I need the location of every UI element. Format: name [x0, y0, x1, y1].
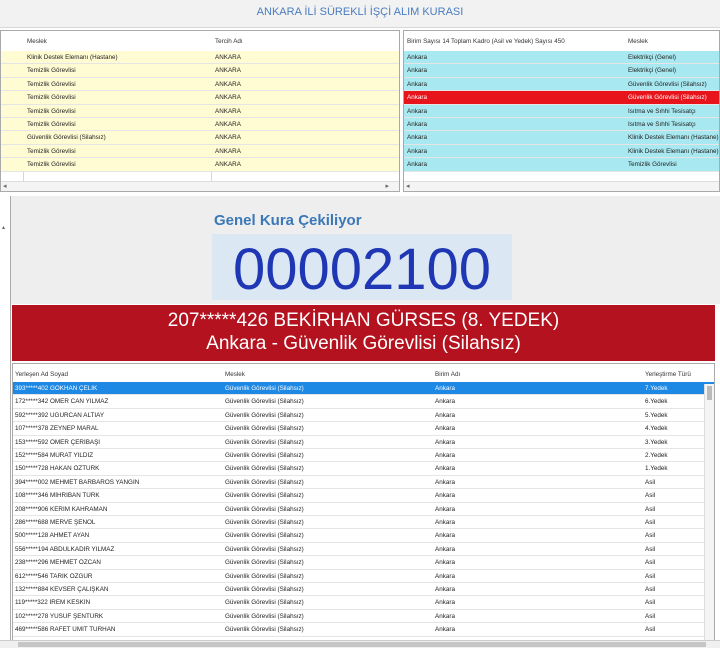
scroll-left-icon[interactable]: ◂: [3, 183, 7, 190]
table-cell: 150*****728 HAKAN ÖZTÜRK: [15, 465, 100, 473]
scroll-up-icon[interactable]: ▴: [2, 225, 6, 231]
table-cell: Ankara: [435, 612, 455, 620]
table-cell: 152*****584 MURAT YILDIZ: [15, 452, 94, 459]
table-cell: Ankara: [435, 478, 455, 486]
table-cell: 556*****194 ABDULKADİR YILMAZ: [15, 545, 115, 553]
side-scrollbar[interactable]: [0, 196, 11, 648]
table-cell: Asil: [645, 545, 656, 553]
table-cell: Ankara: [407, 107, 427, 115]
table-cell: 3.Yedek: [645, 438, 668, 446]
horizontal-scrollbar[interactable]: [404, 181, 719, 191]
table-cell: Elektrikçi (Genel): [628, 67, 676, 75]
table-cell: Isıtma ve Sıhhi Tesisatçı: [628, 121, 696, 128]
table-row[interactable]: [1, 51, 399, 64]
table-cell: ANKARA: [215, 94, 241, 102]
table-cell: Güvenlik Görevlisi (Silahsız): [225, 465, 304, 473]
table-cell: ANKARA: [215, 80, 241, 88]
table-row[interactable]: [1, 118, 399, 131]
table-row[interactable]: [13, 476, 714, 489]
table-row[interactable]: [13, 422, 714, 435]
table-cell: Ankara: [435, 545, 455, 553]
scroll-right-icon[interactable]: ▸: [385, 183, 389, 190]
table-row[interactable]: [13, 382, 714, 395]
table-row[interactable]: [13, 570, 714, 583]
table-row[interactable]: [404, 105, 719, 118]
table-cell: Ankara: [435, 385, 455, 392]
table-cell: 6.Yedek: [645, 398, 668, 406]
column-header-tercih-adi[interactable]: Tercih Adı: [215, 38, 243, 45]
table-cell: Güvenlik Görevlisi (Silahsız): [225, 612, 304, 620]
table-cell: Ankara: [435, 559, 455, 567]
winner-position: Ankara - Güvenlik Görevlisi (Silahsız): [206, 333, 521, 354]
table-cell: Güvenlik Görevlisi (Silahsız): [225, 519, 304, 526]
column-header-birim-sayisi[interactable]: Birim Sayısı 14 Toplam Kadro (Asil ve Yedek) Sayısı 450: [407, 38, 565, 45]
table-cell: 5.Yedek: [645, 411, 668, 419]
table-cell: Asil: [645, 626, 656, 634]
draw-status: Genel Kura Çekiliyor: [214, 212, 362, 229]
table-cell: Güvenlik Görevlisi (Silahsız): [628, 94, 707, 102]
table-row[interactable]: [13, 436, 714, 449]
table-row[interactable]: [404, 78, 719, 91]
table-row[interactable]: [13, 516, 714, 529]
placements-grid[interactable]: [12, 363, 715, 648]
title-bar: [0, 0, 720, 28]
table-cell: 153*****592 ÖMER ÇERİBAŞI: [15, 438, 101, 446]
table-cell: Güvenlik Görevlisi (Silahsız): [225, 438, 304, 446]
table-cell: 7.Yedek: [645, 385, 668, 392]
table-cell: Temizlik Görevlisi: [27, 121, 76, 128]
table-cell: Güvenlik Görevlisi (Silahsız): [225, 452, 304, 459]
column-header-ad-soyad[interactable]: Yerleşen Ad Soyad: [15, 371, 68, 378]
table-row[interactable]: [1, 145, 399, 158]
table-cell: Asil: [645, 492, 656, 500]
right-grid-header: [404, 31, 719, 51]
placements-grid-header: [13, 364, 714, 384]
table-cell: Klinik Destek Elemanı (Hastane): [27, 54, 118, 61]
table-row[interactable]: [13, 409, 714, 422]
table-cell: Asil: [645, 505, 656, 513]
column-header-meslek[interactable]: Meslek: [628, 38, 648, 45]
table-cell: Ankara: [435, 411, 455, 419]
scrollbar-thumb[interactable]: [707, 386, 712, 400]
table-cell: 4.Yedek: [645, 425, 668, 433]
table-row[interactable]: [13, 462, 714, 475]
column-header-yerlestirme-turu[interactable]: Yerleştirme Türü: [645, 371, 691, 378]
table-cell: Asil: [645, 478, 656, 486]
table-cell: 2.Yedek: [645, 452, 668, 459]
table-row[interactable]: [1, 91, 399, 104]
table-cell: 108*****346 MİHRİBAN TÜRK: [15, 492, 100, 500]
table-cell: Temizlik Görevlisi: [628, 161, 677, 169]
table-cell: 592*****392 UĞURCAN ALTIAY: [15, 411, 105, 419]
table-cell: Ankara: [407, 134, 427, 142]
table-cell: Elektrikçi (Genel): [628, 54, 676, 61]
table-cell: 107*****378 ZEYNEP MARAL: [15, 425, 99, 433]
table-row[interactable]: [13, 583, 714, 596]
table-row[interactable]: [404, 158, 719, 171]
table-cell: Ankara: [407, 80, 427, 88]
table-cell: ANKARA: [215, 161, 241, 169]
table-cell: Güvenlik Görevlisi (Silahsız): [225, 492, 304, 500]
table-cell: 238*****296 MEHMET ÖZCAN: [15, 559, 101, 567]
table-row[interactable]: [1, 158, 399, 171]
table-row[interactable]: [13, 449, 714, 462]
table-cell: Güvenlik Görevlisi (Silahsız): [628, 80, 707, 88]
table-cell: 208*****906 KERİM KAHRAMAN: [15, 505, 108, 513]
table-cell: ANKARA: [215, 54, 241, 61]
table-row[interactable]: [13, 543, 714, 556]
table-cell: Temizlik Görevlisi: [27, 67, 76, 75]
table-cell: Asil: [645, 559, 656, 567]
table-row[interactable]: [404, 145, 719, 158]
table-cell: Ankara: [407, 67, 427, 75]
table-cell: Ankara: [407, 147, 427, 155]
table-cell: 469*****586 RAFET ÜMİT TURHAN: [15, 626, 116, 634]
table-cell: Asil: [645, 519, 656, 526]
table-row[interactable]: [404, 118, 719, 131]
table-cell: ANKARA: [215, 121, 241, 128]
table-cell: Isıtma ve Sıhhi Tesisatçı: [628, 107, 696, 115]
table-cell: Ankara: [435, 465, 455, 473]
table-cell: 393*****402 GÖKHAN ÇELİK: [15, 385, 98, 392]
table-cell: ANKARA: [215, 107, 241, 115]
table-cell: Temizlik Görevlisi: [27, 80, 76, 88]
vertical-scrollbar[interactable]: [704, 384, 714, 647]
left-grid[interactable]: [0, 30, 400, 192]
table-cell: Ankara: [407, 94, 427, 102]
table-cell: 394*****002 MEHMET BARBAROS YANGIN: [15, 478, 140, 486]
table-cell: ANKARA: [215, 147, 241, 155]
draw-number: 00002100: [232, 237, 492, 302]
table-row[interactable]: [13, 395, 714, 408]
table-cell: Temizlik Görevlisi: [27, 107, 76, 115]
draw-number-box: [212, 234, 512, 300]
table-row[interactable]: [13, 623, 714, 636]
table-cell: Ankara: [407, 161, 427, 169]
table-cell: 612*****546 TARIK ÖZGÜR: [15, 572, 93, 580]
table-cell: Ankara: [435, 532, 455, 540]
table-cell: Güvenlik Görevlisi (Silahsız): [225, 586, 304, 593]
table-cell: Güvenlik Görevlisi (Silahsız): [225, 385, 304, 392]
table-cell: Ankara: [435, 438, 455, 446]
table-cell: Asil: [645, 572, 656, 580]
table-row[interactable]: [1, 131, 399, 144]
table-row[interactable]: [404, 91, 719, 104]
table-cell: Ankara: [407, 121, 427, 128]
table-row[interactable]: [13, 596, 714, 609]
scroll-left-icon[interactable]: ◂: [406, 183, 410, 190]
table-row[interactable]: [1, 105, 399, 118]
table-cell: 286*****688 MERVE ŞENOL: [15, 519, 96, 526]
table-cell: Asil: [645, 612, 656, 620]
table-row[interactable]: [1, 78, 399, 91]
table-cell: 1.Yedek: [645, 465, 668, 473]
table-cell: Güvenlik Görevlisi (Silahsız): [225, 398, 304, 406]
table-cell: Güvenlik Görevlisi (Silahsız): [225, 626, 304, 634]
table-cell: ANKARA: [215, 67, 241, 75]
table-cell: Ankara: [435, 398, 455, 406]
table-row[interactable]: [13, 610, 714, 623]
table-cell: Ankara: [435, 586, 455, 593]
app-title: ANKARA İLİ SÜREKLİ İŞÇİ ALIM KURASI: [256, 6, 464, 18]
table-row[interactable]: [13, 489, 714, 502]
table-row[interactable]: [13, 556, 714, 569]
table-cell: 172*****342 ÖMER CAN YILMAZ: [15, 398, 109, 406]
table-row[interactable]: [404, 51, 719, 64]
table-cell: Temizlik Görevlisi: [27, 94, 76, 102]
table-cell: Klinik Destek Elemanı (Hastane): [628, 134, 719, 142]
table-cell: Ankara: [435, 626, 455, 634]
table-cell: Ankara: [435, 425, 455, 433]
table-cell: Temizlik Görevlisi: [27, 161, 76, 169]
table-cell: Ankara: [435, 492, 455, 500]
table-cell: Güvenlik Görevlisi (Silahsız): [27, 134, 106, 142]
table-cell: 102*****278 YUSUF ŞENTÜRK: [15, 612, 104, 620]
table-row[interactable]: [13, 503, 714, 516]
table-cell: Ankara: [435, 599, 455, 607]
table-cell: Güvenlik Görevlisi (Silahsız): [225, 572, 304, 580]
table-cell: 500*****128 AHMET AYAN: [15, 532, 90, 540]
column-header-meslek[interactable]: Meslek: [225, 371, 245, 378]
table-cell: Ankara: [435, 452, 455, 459]
right-grid[interactable]: [403, 30, 720, 192]
table-cell: Asil: [645, 586, 656, 593]
table-cell: 132*****884 KEVSER ÇALIŞKAN: [15, 586, 109, 593]
table-cell: Klinik Destek Elemanı (Hastane): [628, 147, 719, 155]
table-cell: Güvenlik Görevlisi (Silahsız): [225, 532, 304, 540]
table-cell: Güvenlik Görevlisi (Silahsız): [225, 411, 304, 419]
table-cell: Asil: [645, 599, 656, 607]
table-row[interactable]: [404, 64, 719, 77]
horizontal-scrollbar[interactable]: [1, 181, 399, 191]
table-cell: Güvenlik Görevlisi (Silahsız): [225, 478, 304, 486]
table-cell: Ankara: [407, 54, 427, 61]
table-cell: Ankara: [435, 572, 455, 580]
winner-banner: [12, 305, 715, 361]
column-header-birim-adi[interactable]: Birim Adı: [435, 371, 461, 378]
table-cell: ANKARA: [215, 134, 241, 142]
winner-name: 207*****426 BEKİRHAN GÜRSES (8. YEDEK): [167, 310, 560, 331]
table-cell: Asil: [645, 532, 656, 540]
table-cell: Güvenlik Görevlisi (Silahsız): [225, 559, 304, 567]
table-cell: Güvenlik Görevlisi (Silahsız): [225, 599, 304, 607]
table-row[interactable]: [13, 529, 714, 542]
page-horizontal-scrollbar[interactable]: [0, 640, 720, 648]
table-row[interactable]: [1, 64, 399, 77]
table-cell: Ankara: [435, 519, 455, 526]
table-cell: Güvenlik Görevlisi (Silahsız): [225, 425, 304, 433]
table-cell: 119*****322 İREM KESKİN: [15, 599, 91, 607]
left-grid-header: [1, 31, 399, 51]
table-cell: Güvenlik Görevlisi (Silahsız): [225, 545, 304, 553]
table-cell: Ankara: [435, 505, 455, 513]
table-cell: Güvenlik Görevlisi (Silahsız): [225, 505, 304, 513]
table-cell: Temizlik Görevlisi: [27, 147, 76, 155]
column-header-meslek[interactable]: Meslek: [27, 38, 47, 45]
table-row[interactable]: [404, 131, 719, 144]
scrollbar-thumb[interactable]: [18, 642, 706, 647]
